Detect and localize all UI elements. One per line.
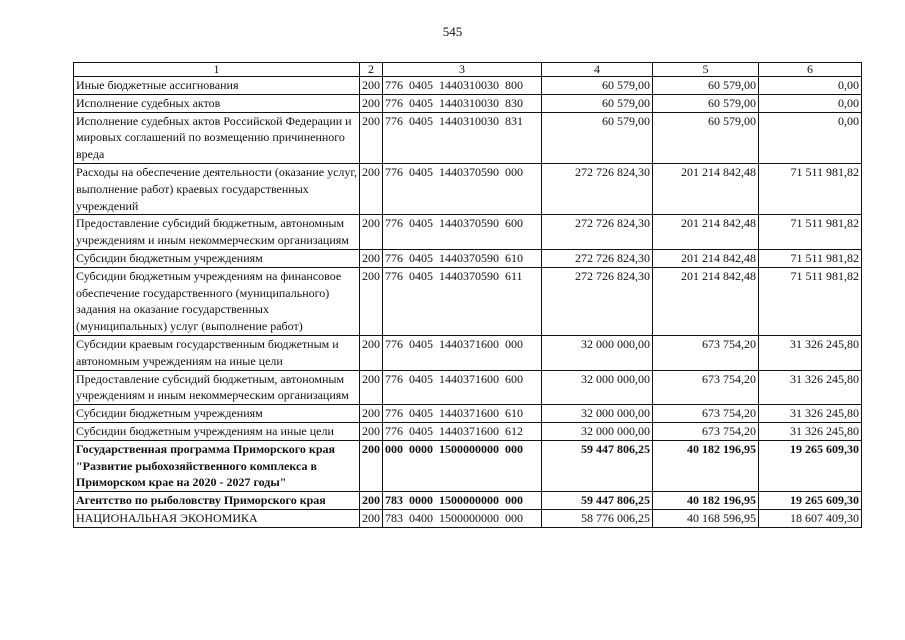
table-row [74,249,862,267]
row-col6-cell: 0,00 [759,94,862,112]
row-col5-cell: 60 579,00 [653,77,759,95]
row-name-cell: Субсидии бюджетным учреждениям на иные цели [74,422,360,440]
row-col4-cell: 59 447 806,25 [542,492,653,510]
row-col4-cell: 32 000 000,00 [542,405,653,423]
header-row [74,63,862,77]
row-code-cell: 776 0405 1440310030 830 [383,94,542,112]
row-name-cell: Агентство по рыболовству Приморского края [74,492,360,510]
row-col2-cell: 200 [360,440,383,491]
row-name-cell: Исполнение судебных актов [74,94,360,112]
row-col2-cell: 200 [360,112,383,163]
row-name-cell: НАЦИОНАЛЬНАЯ ЭКОНОМИКА [74,509,360,527]
row-col6-cell: 71 511 981,82 [759,249,862,267]
row-col4-cell: 32 000 000,00 [542,370,653,405]
row-col4-cell: 272 726 824,30 [542,163,653,214]
row-col4-cell: 32 000 000,00 [542,335,653,370]
row-col6-cell: 0,00 [759,77,862,95]
row-col6-cell: 19 265 609,30 [759,440,862,491]
row-code-cell: 776 0405 1440371600 612 [383,422,542,440]
row-col2-cell: 200 [360,94,383,112]
table-row [74,94,862,112]
table-row [74,440,862,491]
row-col4-cell: 272 726 824,30 [542,249,653,267]
row-name-cell: Субсидии бюджетным учреждениям [74,405,360,423]
table-row [74,405,862,423]
row-col5-cell: 673 754,20 [653,422,759,440]
header-cell-5: 5 [653,63,759,77]
budget-table-body [74,63,862,528]
row-col5-cell: 40 182 196,95 [653,440,759,491]
row-col6-cell: 71 511 981,82 [759,215,862,250]
table-row [74,77,862,95]
header-cell-2: 2 [360,63,383,77]
row-code-cell: 776 0405 1440310030 800 [383,77,542,95]
row-col6-cell: 31 326 245,80 [759,370,862,405]
row-col4-cell: 272 726 824,30 [542,215,653,250]
row-col2-cell: 200 [360,77,383,95]
table-row [74,112,862,163]
row-col6-cell: 19 265 609,30 [759,492,862,510]
row-col4-cell: 60 579,00 [542,94,653,112]
row-code-cell: 776 0405 1440370590 611 [383,267,542,335]
header-cell-1: 1 [74,63,360,77]
row-col2-cell: 200 [360,370,383,405]
header-cell-6: 6 [759,63,862,77]
row-col2-cell: 200 [360,215,383,250]
row-col4-cell: 272 726 824,30 [542,267,653,335]
budget-table [73,62,862,528]
row-col5-cell: 673 754,20 [653,405,759,423]
row-name-cell: Субсидии краевым государственным бюджетным и автономным учреждениям на иные цели [74,335,360,370]
row-code-cell: 000 0000 1500000000 000 [383,440,542,491]
table-row [74,422,862,440]
row-col6-cell: 71 511 981,82 [759,267,862,335]
row-code-cell: 776 0405 1440370590 610 [383,249,542,267]
table-row [74,163,862,214]
row-code-cell: 776 0405 1440370590 000 [383,163,542,214]
row-col4-cell: 60 579,00 [542,112,653,163]
row-code-cell: 783 0000 1500000000 000 [383,492,542,510]
row-name-cell: Субсидии бюджетным учреждениям на финансовое обеспечение государственного (муниципального) задания на оказание государственных (муниципальных) услуг (выполнение работ) [74,267,360,335]
row-col6-cell: 0,00 [759,112,862,163]
row-name-cell: Расходы на обеспечение деятельности (оказание услуг, выполнение работ) краевых государственных учреждений [74,163,360,214]
table-row [74,370,862,405]
row-col5-cell: 201 214 842,48 [653,215,759,250]
row-code-cell: 776 0405 1440370590 600 [383,215,542,250]
row-col5-cell: 201 214 842,48 [653,163,759,214]
row-col2-cell: 200 [360,422,383,440]
table-row [74,492,862,510]
row-name-cell: Предоставление субсидий бюджетным, автономным учреждениям и иным некоммерческим организациям [74,370,360,405]
row-name-cell: Субсидии бюджетным учреждениям [74,249,360,267]
row-col2-cell: 200 [360,405,383,423]
row-col6-cell: 18 607 409,30 [759,509,862,527]
row-col5-cell: 201 214 842,48 [653,267,759,335]
row-col6-cell: 31 326 245,80 [759,335,862,370]
row-col2-cell: 200 [360,492,383,510]
table-row [74,335,862,370]
row-col2-cell: 200 [360,163,383,214]
row-col6-cell: 31 326 245,80 [759,422,862,440]
row-code-cell: 776 0405 1440310030 831 [383,112,542,163]
row-col5-cell: 40 168 596,95 [653,509,759,527]
row-col4-cell: 32 000 000,00 [542,422,653,440]
row-name-cell: Исполнение судебных актов Российской Федерации и мировых соглашений по возмещению причиненного вреда [74,112,360,163]
row-name-cell: Государственная программа Приморского края "Развитие рыбохозяйственного комплекса в Приморском крае на 2020 - 2027 годы" [74,440,360,491]
row-col4-cell: 60 579,00 [542,77,653,95]
table-row [74,215,862,250]
row-col4-cell: 58 776 006,25 [542,509,653,527]
row-col2-cell: 200 [360,267,383,335]
row-code-cell: 783 0400 1500000000 000 [383,509,542,527]
row-col6-cell: 31 326 245,80 [759,405,862,423]
row-code-cell: 776 0405 1440371600 610 [383,405,542,423]
row-col4-cell: 59 447 806,25 [542,440,653,491]
row-col5-cell: 673 754,20 [653,370,759,405]
row-col2-cell: 200 [360,335,383,370]
row-code-cell: 776 0405 1440371600 600 [383,370,542,405]
header-cell-3: 3 [383,63,542,77]
page-number: 545 [442,24,463,39]
row-name-cell: Предоставление субсидий бюджетным, автономным учреждениям и иным некоммерческим организациям [74,215,360,250]
row-col5-cell: 60 579,00 [653,94,759,112]
row-col5-cell: 60 579,00 [653,112,759,163]
header-cell-4: 4 [542,63,653,77]
row-col5-cell: 40 182 196,95 [653,492,759,510]
row-name-cell: Иные бюджетные ассигнования [74,77,360,95]
row-col2-cell: 200 [360,509,383,527]
row-col6-cell: 71 511 981,82 [759,163,862,214]
row-col2-cell: 200 [360,249,383,267]
row-col5-cell: 673 754,20 [653,335,759,370]
table-row [74,509,862,527]
table-row [74,267,862,335]
row-code-cell: 776 0405 1440371600 000 [383,335,542,370]
row-col5-cell: 201 214 842,48 [653,249,759,267]
